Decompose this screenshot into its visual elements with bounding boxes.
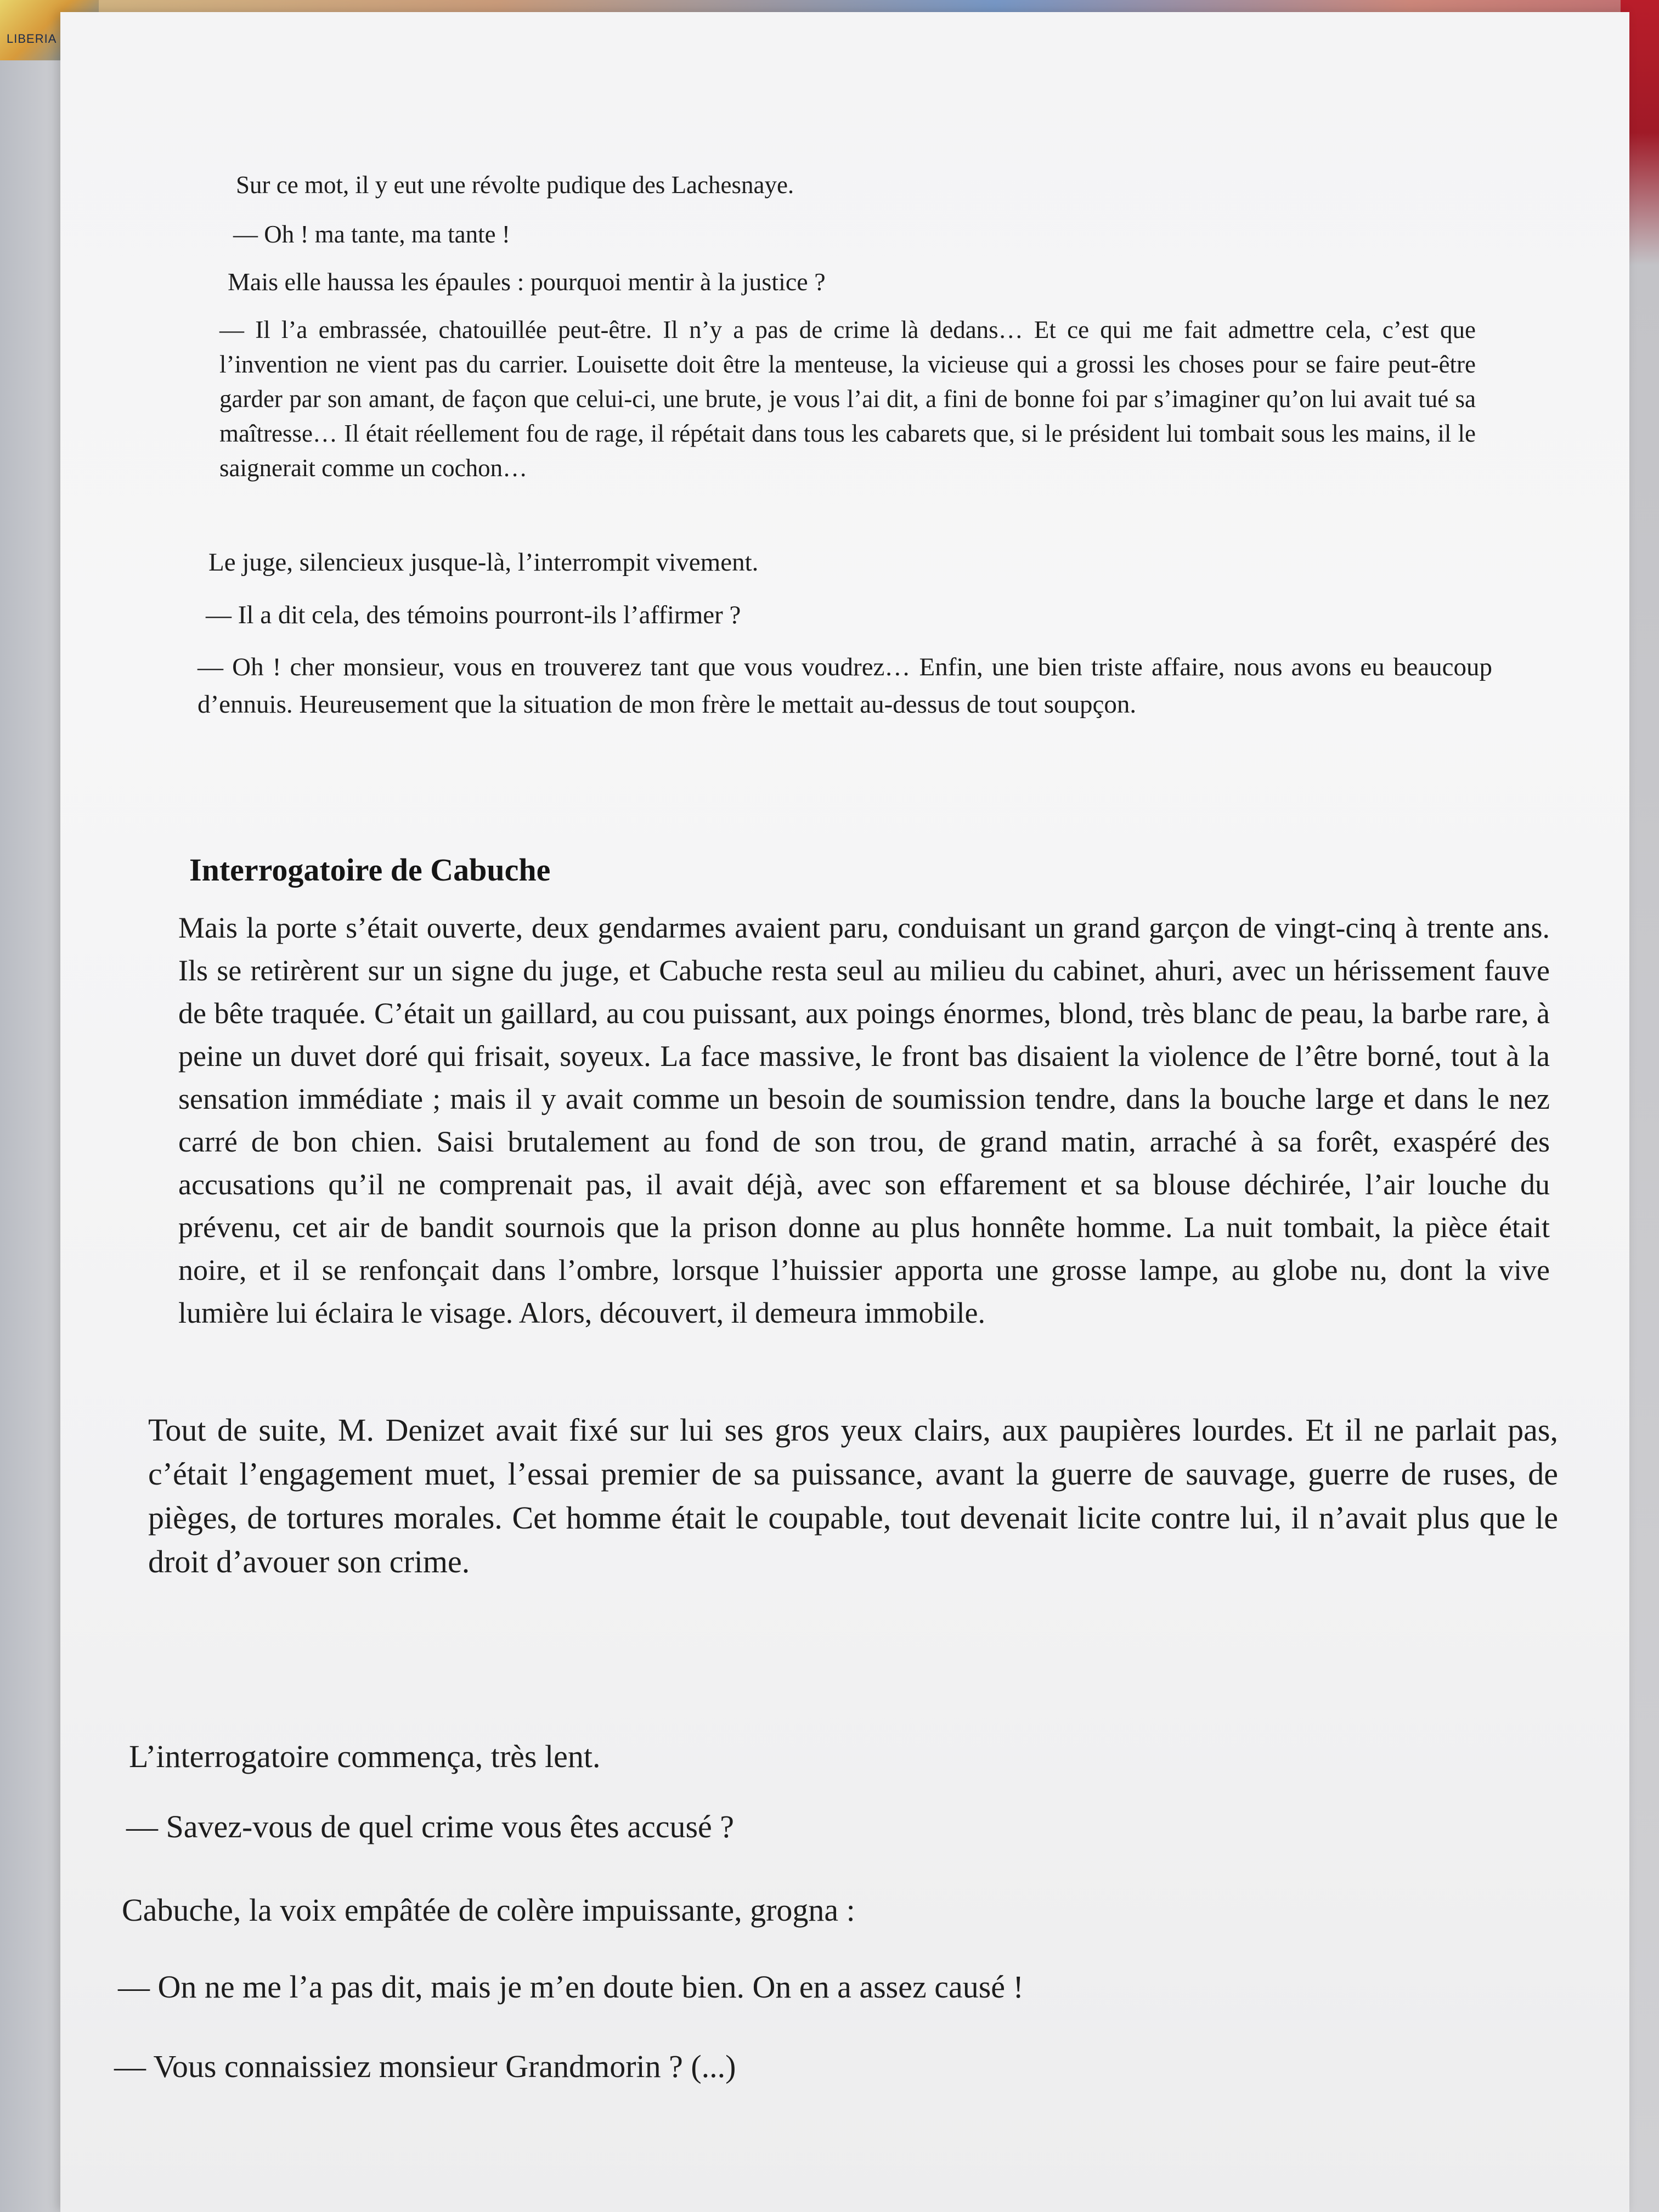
section-title: Interrogatoire de Cabuche bbox=[189, 852, 551, 888]
map-label: LIBERIA bbox=[7, 32, 57, 46]
paragraph-3: Mais elle haussa les épaules : pourquoi mentir à la justice ? bbox=[228, 268, 826, 296]
dialogue-line-2: — Savez-vous de quel crime vous êtes accusé ? bbox=[126, 1809, 735, 1844]
dialogue-line-4: — On ne me l’a pas dit, mais je m’en doute bien. On en a assez causé ! bbox=[118, 1969, 1024, 2005]
dialogue-line-3: Cabuche, la voix empâtée de colère impuissante, grogna : bbox=[122, 1892, 855, 1928]
dialogue-line-1: L’interrogatoire commença, très lent. bbox=[129, 1739, 601, 1774]
paragraph-7: — Oh ! cher monsieur, vous en trouverez tant que vous voudrez… Enfin, une bien triste affaire, nous avons eu beaucoup d’ennuis. Heureusement que la situation de mon frère le mettait au-dessus de tout soupçon. bbox=[198, 653, 1492, 719]
printed-page bbox=[60, 12, 1629, 2212]
paragraph-5: Le juge, silencieux jusque-là, l’interrompit vivement. bbox=[208, 548, 759, 577]
paragraph-4: — Il l’a embrassée, chatouillée peut-être. Il n’y a pas de crime là dedans… Et ce qui me fait admettre cela, c’est que l’invention ne vient pas du carrier. Louisette doit être la menteuse, la vicieuse qui a grossi les choses pour se faire peut-être garder par son amant, de façon que celui-ci, une brute, je vous l’ai dit, a fini de bonne foi par s’imaginer qu’on lui avait tué sa maîtresse… Il était réellement fou de rage, il répétait dans tous les cabarets que, si le président lui tombait sous les mains, il le saignerait comme un cochon… bbox=[219, 316, 1476, 482]
desk-left-edge bbox=[0, 60, 60, 2212]
paragraph-2: — Oh ! ma tante, ma tante ! bbox=[233, 221, 510, 248]
paragraph-1: Sur ce mot, il y eut une révolte pudique des Lachesnaye. bbox=[236, 171, 794, 199]
dialogue-line-5: — Vous connaissiez monsieur Grandmorin ? (...) bbox=[114, 2049, 736, 2084]
section-paragraph-1: Mais la porte s’était ouverte, deux gendarmes avaient paru, conduisant un grand garçon de vingt-cinq à trente ans. Ils se retirèrent sur un signe du juge, et Cabuche resta seul au milieu du cabinet, ahuri, avec un hérissement fauve de bête traquée. C’était un gaillard, au cou puissant, aux poings énormes, blond, très blanc de peau, la barbe rare, à peine un duvet doré qui frisait, soyeux. La face massive, le front bas disaient la violence de l’être borné, tout à la sensation immédiate ; mais il y avait comme un besoin de soumission tendre, dans la bouche large et dans le nez carré de bon chien. Saisi brutalement au fond de son trou, de grand matin, arraché à sa forêt, exaspéré des accusations qu’il ne comprenait pas, il avait déjà, avec son effarement et sa blouse déchirée, l’air louche du prévenu, cet air de bandit sournois que la prison donne au plus honnête homme. La nuit tombait, la pièce était noire, et il se renfonçait dans l’ombre, lorsque l’huissier apporta une grosse lampe, au globe nu, dont la vive lumière lui éclaira le visage. Alors, découvert, il demeura immobile. bbox=[178, 911, 1550, 1329]
paragraph-6: — Il a dit cela, des témoins pourront-ils l’affirmer ? bbox=[206, 601, 741, 629]
section-paragraph-2: Tout de suite, M. Denizet avait fixé sur lui ses gros yeux clairs, aux paupières lourdes. Et il ne parlait pas, c’était l’engagement muet, l’essai premier de sa puissance, avant la guerre de sauvage, guerre de ruses, de pièges, de tortures morales. Cet homme était le coupable, tout devenait licite contre lui, il n’avait plus que le droit d’avouer son crime. bbox=[148, 1412, 1558, 1579]
